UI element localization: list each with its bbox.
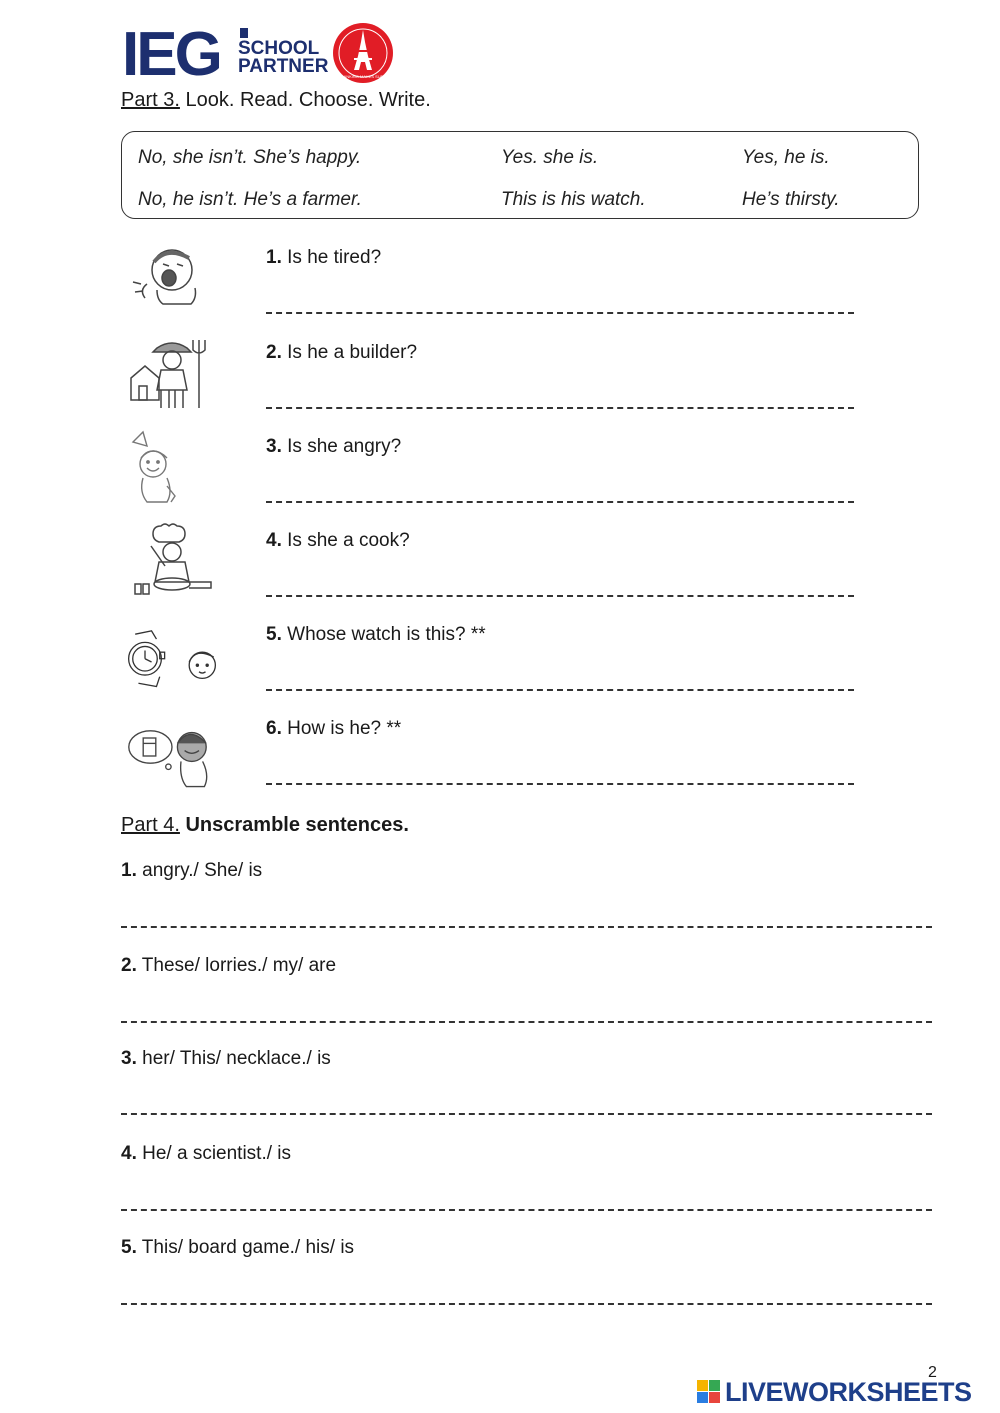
yawning-boy-icon: [127, 240, 217, 320]
logo-school-partner: [238, 40, 328, 76]
answer-line[interactable]: [266, 595, 854, 597]
item-number: 2.: [121, 955, 137, 976]
answer-option: Yes. she is.: [501, 147, 599, 168]
logo-flag-mark: [240, 28, 248, 38]
page-number: 2: [928, 1364, 937, 1381]
liveworksheets-brand: LIVEWORKSHEETS: [725, 1377, 972, 1407]
unscramble-item-2: [121, 955, 336, 977]
part4-title: Unscramble sentences.: [179, 814, 409, 836]
logo-ieg-text: IEG: [122, 20, 220, 89]
answer-line[interactable]: [121, 926, 932, 928]
answer-line[interactable]: [266, 689, 854, 691]
cook-icon: [127, 522, 217, 602]
answer-line[interactable]: [121, 1209, 932, 1211]
part3-title: Look. Read. Choose. Write.: [179, 89, 431, 111]
question-text: Is she a cook?: [281, 530, 410, 551]
part3-label: Part 3.: [121, 89, 180, 111]
unscramble-item-4: [121, 1143, 291, 1165]
question-number: 6.: [266, 718, 282, 739]
item-text: her/ This/ necklace./ is: [136, 1048, 331, 1069]
ieg-logo: [122, 20, 402, 89]
logo-partner-text: PARTNER: [238, 56, 329, 77]
unscramble-item-5: [121, 1237, 354, 1259]
answer-option: No, he isn’t. He’s a farmer.: [138, 189, 362, 210]
part3-heading: [121, 88, 431, 112]
question-5: [266, 624, 486, 646]
question-text: How is he? **: [281, 718, 402, 739]
item-number: 3.: [121, 1048, 137, 1069]
item-number: 1.: [121, 860, 137, 881]
question-number: 2.: [266, 342, 282, 363]
seal-text: THINKING MAKES SURE: [339, 74, 387, 79]
unscramble-item-3: [121, 1048, 331, 1070]
question-text: Is he tired?: [281, 247, 382, 268]
answer-line[interactable]: [266, 501, 854, 503]
item-text: angry./ She/ is: [136, 860, 263, 881]
question-number: 4.: [266, 530, 282, 551]
item-number: 5.: [121, 1237, 137, 1258]
question-6: [266, 718, 401, 740]
answer-line[interactable]: [266, 312, 854, 314]
answer-line[interactable]: [266, 407, 854, 409]
logo-school-text: SCHOOL: [238, 38, 320, 59]
answer-option: This is his watch.: [501, 189, 646, 210]
answer-option: No, she isn’t. She’s happy.: [138, 147, 362, 168]
part4-label: Part 4.: [121, 814, 180, 836]
answer-option: Yes, he is.: [742, 147, 830, 168]
question-1: [266, 247, 381, 269]
item-text: These/ lorries./ my/ are: [136, 955, 337, 976]
happy-girl-icon: [127, 428, 217, 508]
answer-option: He’s thirsty.: [742, 189, 840, 210]
eiffel-seal-icon: [332, 22, 394, 84]
answer-line[interactable]: [121, 1303, 932, 1305]
liveworksheets-logo[interactable]: [697, 1377, 997, 1407]
question-number: 1.: [266, 247, 282, 268]
question-2: [266, 342, 417, 364]
answer-line[interactable]: [266, 783, 854, 785]
answer-line[interactable]: [121, 1021, 932, 1023]
question-4: [266, 530, 410, 552]
thirsty-boy-icon: [127, 716, 217, 796]
answer-options-box: [121, 131, 919, 219]
question-number: 3.: [266, 436, 282, 457]
part4-heading: [121, 813, 409, 837]
question-text: Whose watch is this? **: [281, 624, 486, 645]
unscramble-item-1: [121, 860, 262, 882]
farmer-icon: [127, 334, 217, 414]
liveworksheets-blocks-icon: [697, 1380, 721, 1404]
question-text: Is she angry?: [281, 436, 402, 457]
item-text: He/ a scientist./ is: [136, 1143, 292, 1164]
question-3: [266, 436, 401, 458]
item-number: 4.: [121, 1143, 137, 1164]
question-text: Is he a builder?: [281, 342, 418, 363]
question-number: 5.: [266, 624, 282, 645]
answer-line[interactable]: [121, 1113, 932, 1115]
watch-boy-icon: [127, 622, 217, 702]
item-text: This/ board game./ his/ is: [136, 1237, 355, 1258]
